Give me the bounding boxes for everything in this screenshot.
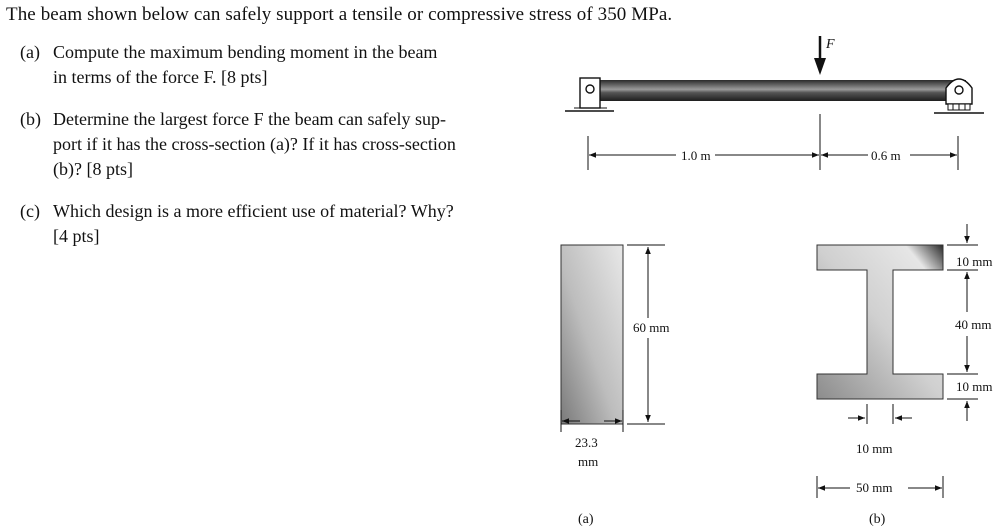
question-a-line-2: in terms of the force F. [8 pts] [53,67,268,87]
cross-section-a [561,245,669,527]
span-left-label: 1.0 m [681,148,711,163]
cross-section-b [817,224,992,527]
question-b-line-3: (b)? [8 pts] [53,159,133,179]
force-label: F [826,37,835,52]
section-b-caption: (b) [869,512,886,527]
span-dimensions [588,114,958,170]
section-a-rectangle [561,245,623,424]
question-b-tag: (b) [20,109,41,129]
problem-statement: The beam shown below can safely support a tensile or compressive stress of 350 MPa. [6,4,673,25]
section-b-flange-width-label: 50 mm [856,480,893,495]
section-a-width-unit: mm [578,454,599,469]
question-c-line-1: Which design is a more efficient use of material? Why? [53,201,454,221]
section-b-web-height-label: 40 mm [955,317,992,332]
span-right-label: 0.6 m [871,148,901,163]
question-a-tag: (a) [20,42,40,62]
section-a-height-label: 60 mm [633,320,670,335]
question-c-line-2: [4 pts] [53,226,100,246]
section-b-flange-top-label: 10 mm [956,254,993,269]
section-b-i-beam [817,245,943,399]
section-b-flange-bottom-label: 10 mm [956,379,993,394]
section-a-caption: (a) [578,512,594,527]
question-b-line-1: Determine the largest force F the beam can safely sup- [53,109,447,129]
force-arrow [814,36,835,75]
question-c-tag: (c) [20,201,40,221]
section-a-width-value: 23.3 [575,435,598,450]
question-b-line-2: port if it has the cross-section (a)? If it has cross-section [53,134,456,154]
section-b-web-width-label: 10 mm [856,441,893,456]
beam [588,80,966,101]
question-a-line-1: Compute the maximum bending moment in the beam [53,42,438,62]
